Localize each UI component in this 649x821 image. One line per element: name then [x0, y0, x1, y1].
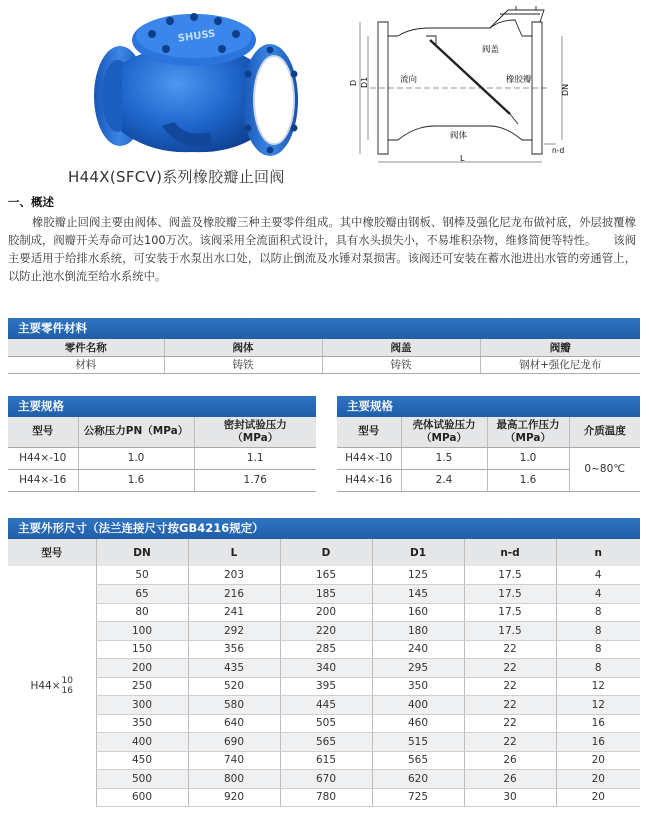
dimensions-row: [8, 603, 640, 622]
spec-left-header-cell: 公称压力PN（MPa）: [78, 417, 194, 447]
spec-right-header-row: [337, 417, 640, 447]
dimensions-header-cell: 型号: [8, 539, 96, 566]
model-variants: [62, 676, 73, 696]
spec-left-cell: 1.76: [194, 469, 316, 491]
dimensions-table: [8, 539, 640, 807]
spec-left-row: [8, 447, 316, 469]
dimensions-cell: 20: [556, 788, 640, 807]
dimensions-cell: 22: [464, 659, 556, 678]
spec-right-cell: H44×-16: [337, 469, 401, 491]
dimensions-row: [8, 788, 640, 807]
dimensions-cell: 17.5: [464, 603, 556, 622]
dimensions-cell: 565: [372, 751, 464, 770]
dimensions-cell: 920: [188, 788, 280, 807]
dimensions-header-cell: D: [280, 539, 372, 566]
dimensions-header-cell: DN: [96, 539, 188, 566]
parts-header-cell: 阀瓣: [480, 339, 640, 356]
product-title: H44X(SFCV)系列橡胶瓣止回阀: [68, 168, 285, 186]
parts-header-cell: 零件名称: [8, 339, 164, 356]
dimensions-cell: 22: [464, 696, 556, 715]
spec-left-cell: H44×-10: [8, 447, 78, 469]
spec-left-header-line2: （MPa）: [232, 431, 279, 444]
spec-right-cell: 2.4: [401, 469, 487, 491]
label-disc: 橡胶瓣: [506, 75, 532, 85]
dimensions-cell: 22: [464, 640, 556, 659]
spec-right-cell: H44×-10: [337, 447, 401, 469]
dimensions-row: [8, 622, 640, 641]
spec-left-header-cell: 型号: [8, 417, 78, 447]
dimensions-title-bar: 主要外形尺寸（法兰连接尺寸按GB4216规定）: [8, 518, 640, 539]
dimensions-cell: 12: [556, 677, 640, 696]
dimensions-cell: 725: [372, 788, 464, 807]
brand-mark: SHUSS: [177, 28, 217, 45]
overview-heading: 一、概述: [8, 195, 54, 209]
spec-left-header-line1: 密封试验压力: [223, 418, 287, 431]
dimensions-cell: 160: [372, 603, 464, 622]
dimensions-cell: 17.5: [464, 622, 556, 641]
dimensions-cell: 4: [556, 566, 640, 585]
dimensions-row: [8, 714, 640, 733]
dimensions-cell: 145: [372, 585, 464, 604]
dimensions-model-cell: [8, 566, 96, 807]
dimensions-cell: 241: [188, 603, 280, 622]
dimensions-cell: 30: [464, 788, 556, 807]
spec-left-cell: 1.0: [78, 447, 194, 469]
dimensions-cell: 12: [556, 696, 640, 715]
dimensions-cell: 200: [96, 659, 188, 678]
dimensions-cell: 216: [188, 585, 280, 604]
spec-right-cell: 1.6: [487, 469, 569, 491]
parts-title-bar: 主要零件材料: [8, 318, 640, 339]
parts-cell: 铸铁: [164, 356, 322, 373]
dimensions-cell: 17.5: [464, 566, 556, 585]
dimensions-cell: 8: [556, 603, 640, 622]
parts-cell: 材料: [8, 356, 164, 373]
dimensions-cell: 16: [556, 714, 640, 733]
spec-left-cell: 1.1: [194, 447, 316, 469]
spec-left-cell: H44×-16: [8, 469, 78, 491]
dimensions-cell: 356: [188, 640, 280, 659]
spec-right-header-cell: [401, 417, 487, 447]
parts-header-row: [8, 339, 640, 356]
dimensions-cell: 690: [188, 733, 280, 752]
overview-text: 橡胶瓣止回阀主要由阀体、阀盖及橡胶瓣三种主要零件组成。其中橡胶瓣由钢板、钢棒及强化尼龙布做衬底，外层披覆橡胶制成，阀瓣开关寿命可达100万次。该阀采用全流面积式设计，具有水头损失小，不易堆积杂物，维修简便等特性。 该阀主要适用于给排水系统，可安装于水泵出水口处，以防止倒流及水锤对泵损害。该阀还可安装在蓄水池进出水管的旁通管上，以防止池水倒流至给水系统中。: [8, 216, 636, 283]
dimensions-cell: 200: [280, 603, 372, 622]
dimensions-cell: 435: [188, 659, 280, 678]
dimensions-cell: 65: [96, 585, 188, 604]
dimensions-cell: 125: [372, 566, 464, 585]
spec-right-temperature: 0~80℃: [569, 447, 640, 491]
spec-right-header-cell: 介质温度: [569, 417, 640, 447]
dimensions-cell: 400: [96, 733, 188, 752]
dimensions-cell: 740: [188, 751, 280, 770]
dimensions-cell: 8: [556, 622, 640, 641]
parts-cell: 钢材+强化尼龙布: [480, 356, 640, 373]
dimensions-cell: 4: [556, 585, 640, 604]
label-body: 阀体: [450, 131, 468, 141]
spec-right-title-bar: 主要规格: [337, 396, 640, 417]
label-l: L: [460, 154, 465, 163]
dimensions-header-cell: L: [188, 539, 280, 566]
label-d1: D1: [360, 76, 369, 88]
dimensions-cell: 445: [280, 696, 372, 715]
dimensions-cell: 22: [464, 677, 556, 696]
dimensions-cell: 670: [280, 770, 372, 789]
dimensions-cell: 220: [280, 622, 372, 641]
spec-right-row: [337, 447, 640, 469]
dimensions-cell: 185: [280, 585, 372, 604]
valve-section-drawing: [340, 6, 580, 164]
dimensions-cell: 450: [96, 751, 188, 770]
parts-table: [8, 339, 640, 374]
model-prefix: H44×: [30, 680, 61, 693]
dimensions-cell: 250: [96, 677, 188, 696]
parts-header-cell: 阀盖: [322, 339, 480, 356]
dimensions-cell: 20: [556, 770, 640, 789]
spec-right-header-cell: [487, 417, 569, 447]
dimensions-cell: 300: [96, 696, 188, 715]
dimensions-header-cell: n-d: [464, 539, 556, 566]
spec-right-table: [337, 417, 640, 492]
label-flow: 流向: [400, 75, 418, 85]
dimensions-cell: 22: [464, 714, 556, 733]
dimensions-cell: 505: [280, 714, 372, 733]
dimensions-cell: 340: [280, 659, 372, 678]
dimensions-cell: 580: [188, 696, 280, 715]
dimensions-cell: 17.5: [464, 585, 556, 604]
spec-right-cell: 1.5: [401, 447, 487, 469]
parts-row: [8, 356, 640, 373]
dimensions-cell: 22: [464, 733, 556, 752]
dimensions-cell: 100: [96, 622, 188, 641]
spec-left-header-row: [8, 417, 316, 447]
dimensions-cell: 615: [280, 751, 372, 770]
dimensions-row: [8, 696, 640, 715]
dimensions-cell: 150: [96, 640, 188, 659]
dimensions-header-cell: D1: [372, 539, 464, 566]
dimensions-row: [8, 751, 640, 770]
dimensions-cell: 80: [96, 603, 188, 622]
dimensions-cell: 780: [280, 788, 372, 807]
spec-right-header-cell: 型号: [337, 417, 401, 447]
dimensions-cell: 620: [372, 770, 464, 789]
model-variant-top: 10: [61, 676, 73, 687]
dimensions-cell: 640: [188, 714, 280, 733]
label-cover: 阀盖: [482, 45, 500, 55]
dimensions-row: [8, 659, 640, 678]
label-d: D: [349, 79, 358, 86]
dimensions-cell: 292: [188, 622, 280, 641]
dimensions-row: [8, 770, 640, 789]
spec-left-title-bar: 主要规格: [8, 396, 316, 417]
valve-photo: [82, 4, 302, 162]
dimensions-cell: 295: [372, 659, 464, 678]
dimensions-cell: 203: [188, 566, 280, 585]
dimensions-cell: 400: [372, 696, 464, 715]
label-nd: n-d: [552, 146, 565, 155]
spec-left-table: [8, 417, 316, 492]
dimensions-cell: 350: [372, 677, 464, 696]
label-dn: DN: [561, 83, 570, 96]
dimensions-cell: 50: [96, 566, 188, 585]
dimensions-row: [8, 677, 640, 696]
dimensions-cell: 350: [96, 714, 188, 733]
model-variant-bottom: 16: [61, 686, 73, 697]
dimensions-cell: 500: [96, 770, 188, 789]
dimensions-row: [8, 640, 640, 659]
dimensions-header-cell: n: [556, 539, 640, 566]
dimensions-cell: 240: [372, 640, 464, 659]
dimensions-cell: 395: [280, 677, 372, 696]
dimensions-cell: 460: [372, 714, 464, 733]
spec-right-header-line1: 最高工作压力: [496, 418, 560, 431]
parts-cell: 铸铁: [322, 356, 480, 373]
spec-right-header-line2: （MPa）: [421, 431, 467, 444]
dimensions-cell: 165: [280, 566, 372, 585]
dimensions-cell: 565: [280, 733, 372, 752]
spec-left-cell: 1.6: [78, 469, 194, 491]
dimensions-cell: 8: [556, 659, 640, 678]
spec-right-cell: 1.0: [487, 447, 569, 469]
dimensions-cell: 20: [556, 751, 640, 770]
spec-right-header-line2: （MPa）: [505, 431, 551, 444]
dimensions-cell: 16: [556, 733, 640, 752]
dimensions-cell: 800: [188, 770, 280, 789]
spec-right-header-line1: 壳体试验压力: [412, 418, 476, 431]
spec-left-row: [8, 469, 316, 491]
dimensions-header-row: [8, 539, 640, 566]
dimensions-cell: 600: [96, 788, 188, 807]
spec-left-header-cell: [194, 417, 316, 447]
dimensions-cell: 520: [188, 677, 280, 696]
dimensions-cell: 8: [556, 640, 640, 659]
parts-header-cell: 阀体: [164, 339, 322, 356]
dimensions-row: [8, 585, 640, 604]
dimensions-cell: 26: [464, 770, 556, 789]
dimensions-cell: 26: [464, 751, 556, 770]
dimensions-row: [8, 733, 640, 752]
dimensions-cell: 515: [372, 733, 464, 752]
dimensions-row: [8, 566, 640, 585]
dimensions-cell: 180: [372, 622, 464, 641]
dimensions-cell: 285: [280, 640, 372, 659]
